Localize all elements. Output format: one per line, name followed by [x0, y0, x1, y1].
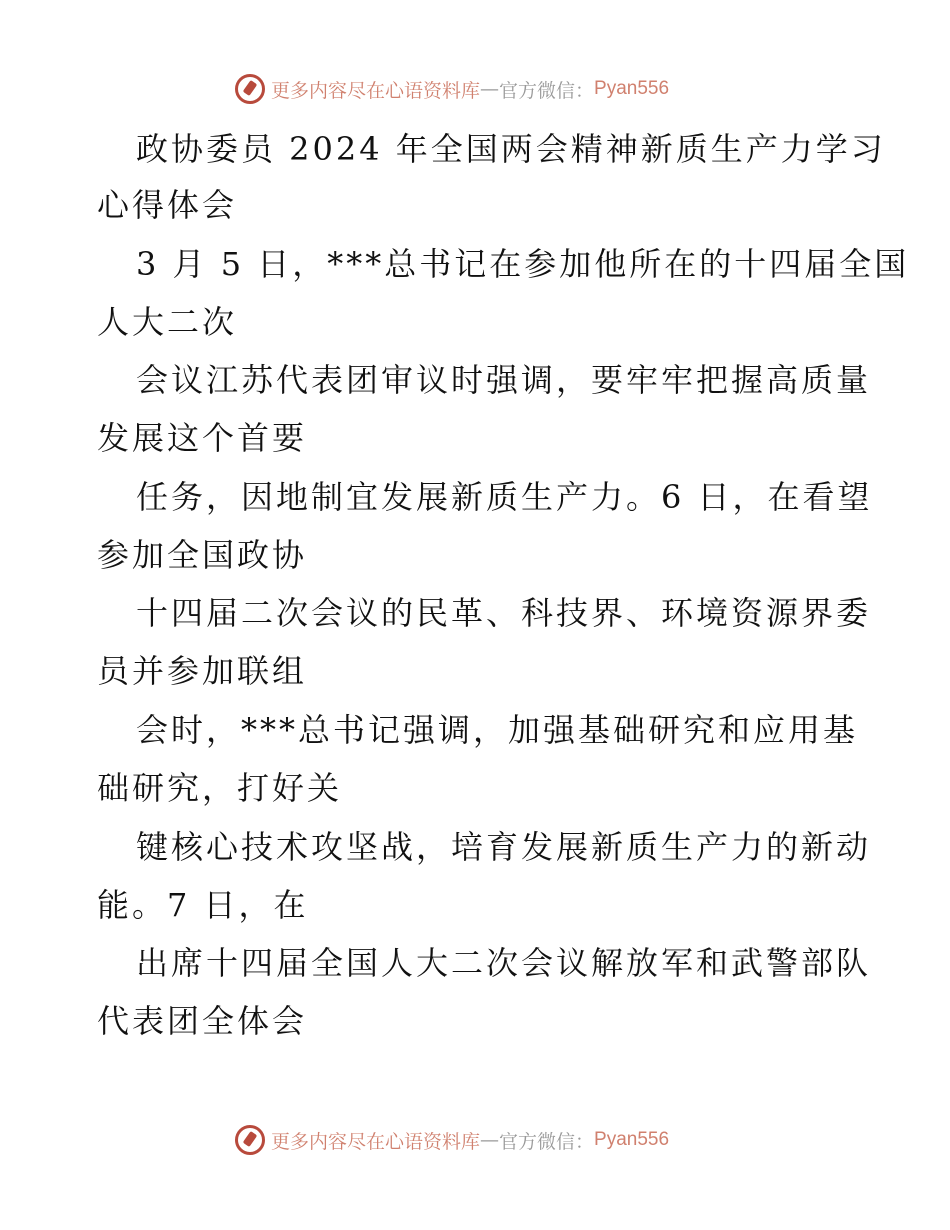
watermark-wechat-id: Pyan556: [594, 78, 670, 99]
text-line: 3 月 5 日，***总书记在参加他所在的十四届全国: [136, 245, 910, 283]
text-line: 会议江苏代表团审议时强调，要牢牢把握高质量: [136, 361, 872, 399]
document-title-line: 政协委员 2024 年全国两会精神新质生产力学习: [136, 130, 886, 168]
watermark-dash: —: [480, 78, 500, 100]
text-line: 键核心技术攻坚战，培育发展新质生产力的新动: [136, 828, 872, 866]
watermark-wechat-label: 官方微信：: [499, 79, 595, 102]
text-line: 发展这个首要: [97, 419, 308, 457]
watermark-text: 更多内容尽在心语资料库: [271, 79, 481, 102]
text-line: 人大二次: [97, 303, 238, 341]
text-line: 出席十四届全国人大二次会议解放军和武警部队: [136, 944, 872, 982]
header-watermark: [235, 74, 669, 104]
watermark-wechat-id: Pyan556: [594, 1129, 670, 1150]
text-line: 十四届二次会议的民革、科技界、环境资源界委: [136, 594, 872, 632]
watermark-wechat-label: 官方微信：: [499, 1130, 595, 1153]
text-line: 代表团全体会: [97, 1002, 308, 1040]
logo-icon: [235, 74, 265, 104]
watermark-text: 更多内容尽在心语资料库: [271, 1130, 481, 1153]
footer-watermark: [235, 1125, 669, 1155]
text-line: 参加全国政协: [97, 536, 308, 574]
logo-icon: [235, 1125, 265, 1155]
document-title-line: 心得体会: [97, 186, 238, 224]
watermark-dash: —: [480, 1129, 500, 1151]
text-line: 础研究，打好关: [97, 769, 343, 807]
text-line: 员并参加联组: [97, 652, 308, 690]
text-line: 任务，因地制宜发展新质生产力。6 日，在看望: [136, 478, 873, 516]
text-line: 能。7 日，在: [97, 886, 309, 924]
text-line: 会时，***总书记强调，加强基础研究和应用基: [136, 711, 859, 749]
